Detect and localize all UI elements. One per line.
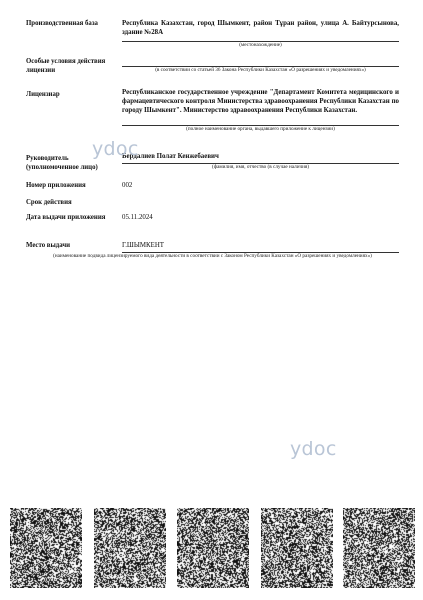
qr-code-5 (343, 508, 415, 588)
issue-place-label: Место выдачи (26, 242, 71, 249)
head-caption: (фамилия, имя, отчество (в случае наличия) (212, 164, 309, 170)
production-base-value: Республика Казахстан, город Шымкент, район Тұран район, улица А. Байтурсынова, здание №28А (122, 20, 399, 36)
licensor-caption: (полное наименование органа, выдавшего приложение к лицензии) (186, 126, 335, 132)
watermark: ydoc (92, 138, 139, 160)
appendix-number-value: 002 (122, 182, 133, 189)
production-base-label: Производственная база (26, 20, 98, 27)
special-conditions-label: Особые условия действия лицензии (26, 58, 106, 74)
subtype-caption: (наименование подвида лицензируемого вида деятельности в соответствии с Законом Республики Казахстан «О разрешениях и уведомлениях») (53, 253, 372, 259)
special-conditions-caption: (в соответствии со статьей 36 Закона Республики Казахстан «О разрешениях и уведомлениях») (155, 67, 366, 73)
qr-code-3 (177, 508, 249, 588)
issue-date-value: 05.11.2024 (122, 214, 153, 221)
qr-code-4 (261, 508, 333, 588)
appendix-number-label: Номер приложения (26, 182, 86, 189)
location-caption: (местонахождение) (239, 42, 282, 48)
head-value: Бердалиев Полат Кенжебаевич (122, 153, 219, 160)
issue-date-label: Дата выдачи приложения (26, 214, 106, 221)
issue-place-value: Г.ШЫМКЕНТ (122, 242, 165, 249)
qr-code-2 (94, 508, 166, 588)
licensor-value: Республиканское государственное учреждение "Департамент Комитета медицинского и фармацевтического контроля Министерства здравоохранения Республики Казахстан по городу Шымкент". Министерство здравоохранения Республики Казахстан. (122, 89, 399, 114)
validity-label: Срок действия (26, 199, 72, 206)
head-label: Руководитель (уполномоченное лицо) (26, 155, 98, 171)
watermark: ydoc (290, 438, 337, 460)
licensor-label: Лицензиар (26, 91, 60, 98)
qr-code-1 (10, 508, 82, 588)
